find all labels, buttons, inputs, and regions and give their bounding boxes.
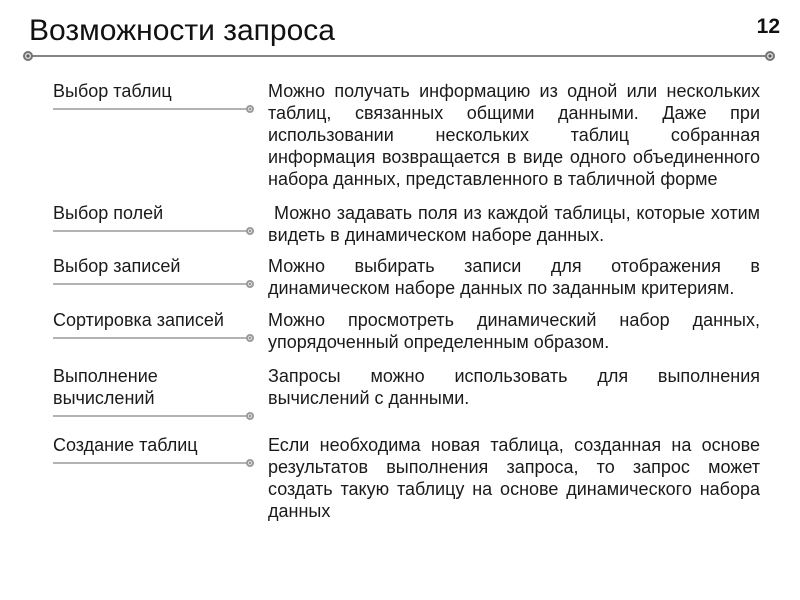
- page-number: 12: [756, 15, 780, 38]
- line-end-ring-icon: [246, 280, 254, 288]
- feature-term: Сортировка записей: [53, 310, 224, 330]
- title-underline: [32, 55, 766, 57]
- line-end-ring-icon: [246, 334, 254, 342]
- term-underline: [53, 462, 250, 464]
- feature-term: Выбор таблиц: [53, 81, 172, 101]
- feature-description: Если необходима новая таблица, созданная на основе результатов выполнения запроса, то запрос может создать такую таблицу на основе динамического набора данных: [268, 435, 760, 521]
- line-end-ring-icon: [23, 51, 33, 61]
- feature-term: Выбор записей: [53, 256, 181, 276]
- term-underline: [53, 283, 250, 285]
- line-end-ring-icon: [246, 227, 254, 235]
- feature-term-block: [53, 309, 250, 339]
- feature-term: Создание таблиц: [53, 435, 198, 455]
- term-underline: [53, 108, 250, 110]
- feature-term-block: [53, 255, 250, 285]
- feature-term-block: [53, 202, 250, 232]
- page-title: Возможности запроса: [29, 14, 335, 47]
- feature-description: Запросы можно использовать для выполнения вычислений с данными.: [268, 366, 760, 408]
- line-end-ring-icon: [765, 51, 775, 61]
- feature-description: Можно задавать поля из каждой таблицы, которые хотим видеть в динамическом наборе данных.: [268, 203, 760, 245]
- term-underline: [53, 415, 250, 417]
- term-underline: [53, 337, 250, 339]
- line-end-ring-icon: [246, 459, 254, 467]
- feature-description: Можно просмотреть динамический набор данных, упорядоченный определенным образом.: [268, 310, 760, 352]
- feature-description: Можно выбирать записи для отображения в динамическом наборе данных по заданным критериям.: [268, 256, 760, 298]
- line-end-ring-icon: [246, 412, 254, 420]
- feature-term: Выполнение вычислений: [53, 366, 158, 408]
- feature-term-block: [53, 365, 250, 417]
- term-underline: [53, 230, 250, 232]
- feature-term-block: [53, 434, 250, 464]
- line-end-ring-icon: [246, 105, 254, 113]
- feature-description: Можно получать информацию из одной или нескольких таблиц, связанных общими данными. Даже при использовании нескольких таблиц собранная информация возвращается в виде одного объединенного набора данных, представленного в табличной форме: [268, 81, 760, 189]
- feature-term: Выбор полей: [53, 203, 164, 223]
- feature-term-block: [53, 80, 250, 110]
